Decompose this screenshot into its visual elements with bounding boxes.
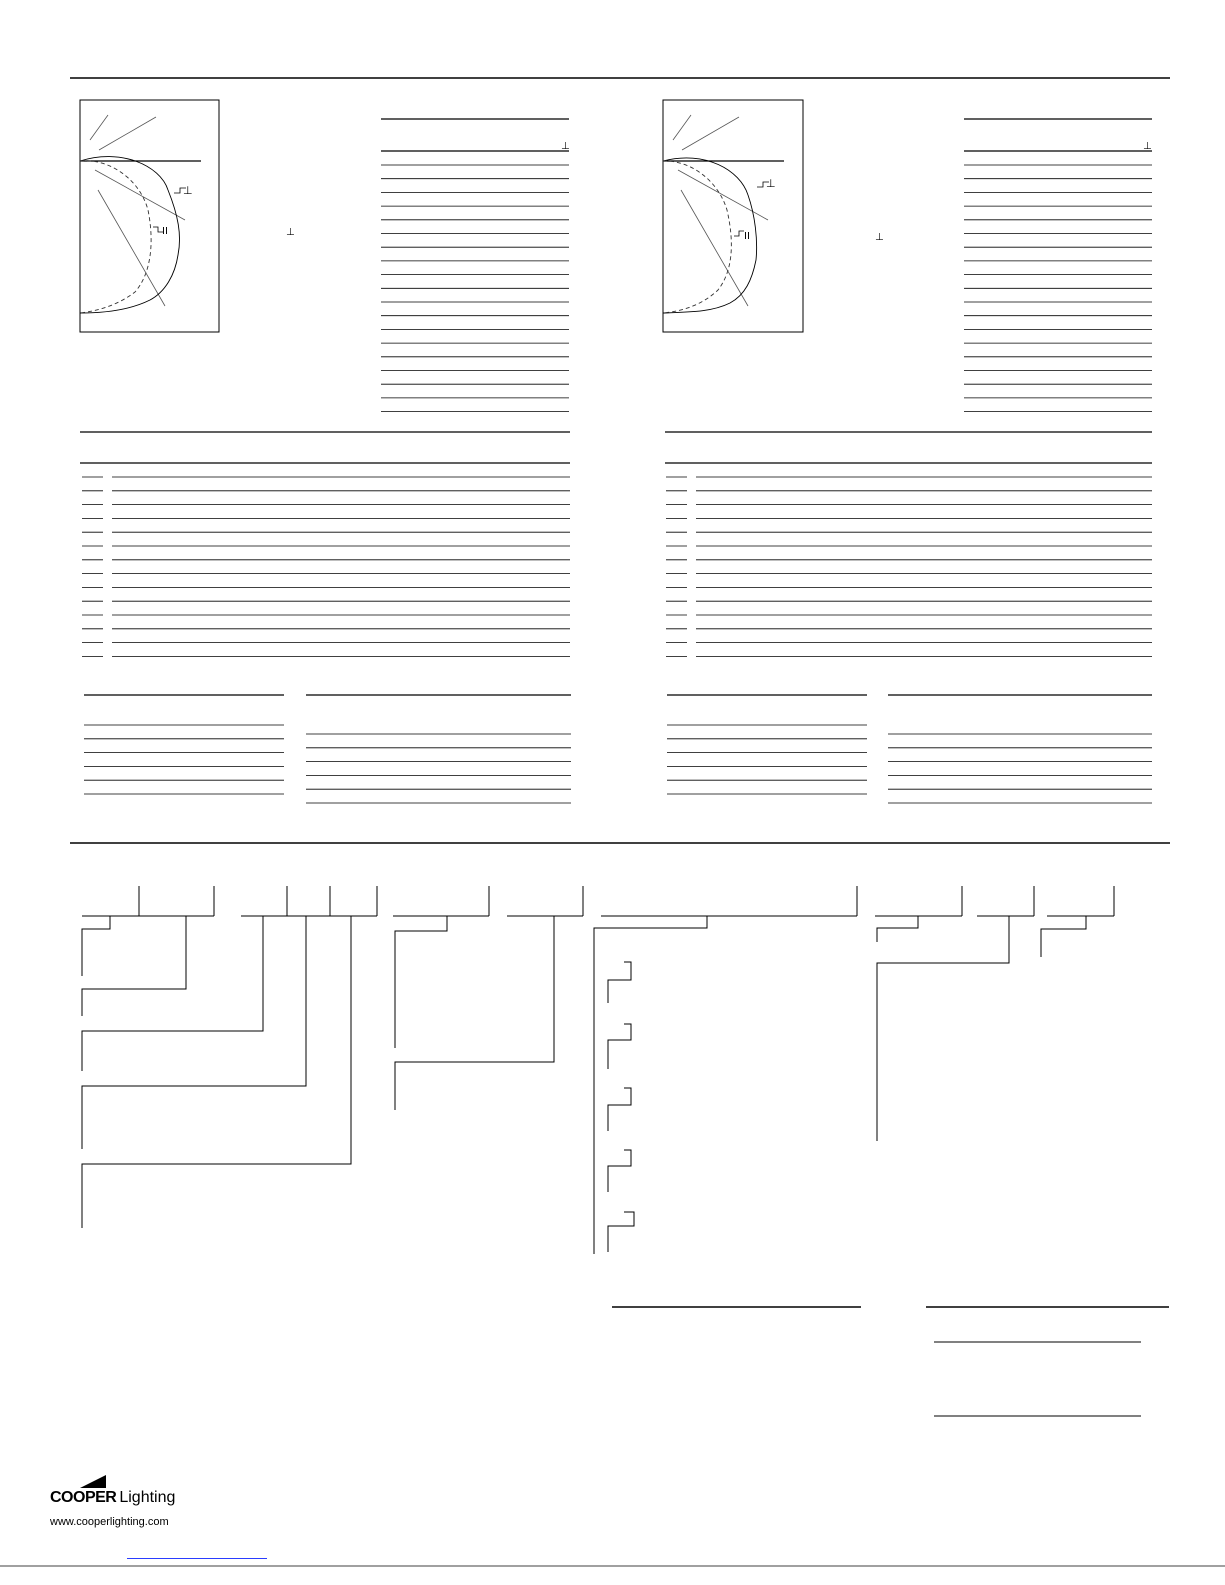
zonal-lumen-table-left (80, 432, 570, 656)
parallel-symbol: II (162, 226, 168, 237)
cooper-lighting-logo (48, 1472, 248, 1532)
website-link[interactable]: www.cooperlighting.com (50, 1516, 169, 1528)
candela-table-left (381, 119, 570, 412)
data-tables-bottom-right (667, 695, 1152, 803)
photometric-panel-left (80, 100, 571, 803)
perpendicular-symbol: ⊥ (766, 177, 776, 190)
parallel-candela-curve (80, 161, 151, 313)
link-underline[interactable] (127, 1558, 267, 1559)
ordering-logic-tree (82, 886, 1114, 1254)
perpendicular-symbol: ⊥ (183, 184, 193, 197)
plane-symbol: ⊥ (875, 232, 884, 243)
candela-plot-frame (80, 100, 219, 332)
parallel-symbol: II (744, 231, 750, 242)
plane-symbol: ⊥ (286, 227, 295, 238)
photometric-panel-right (663, 100, 1152, 803)
svg-text:⊥: ⊥ (1143, 141, 1152, 152)
svg-text:⊥: ⊥ (561, 141, 570, 152)
brand-name: COOPER (50, 1489, 117, 1506)
data-tables-bottom-left (84, 695, 571, 803)
zonal-lumen-table-right (665, 432, 1152, 656)
candela-plot-frame (663, 100, 803, 332)
candela-table-right (964, 119, 1152, 412)
approval-block (926, 1307, 1169, 1416)
parallel-candela-curve (663, 161, 731, 313)
brand-product: Lighting (119, 1489, 176, 1506)
